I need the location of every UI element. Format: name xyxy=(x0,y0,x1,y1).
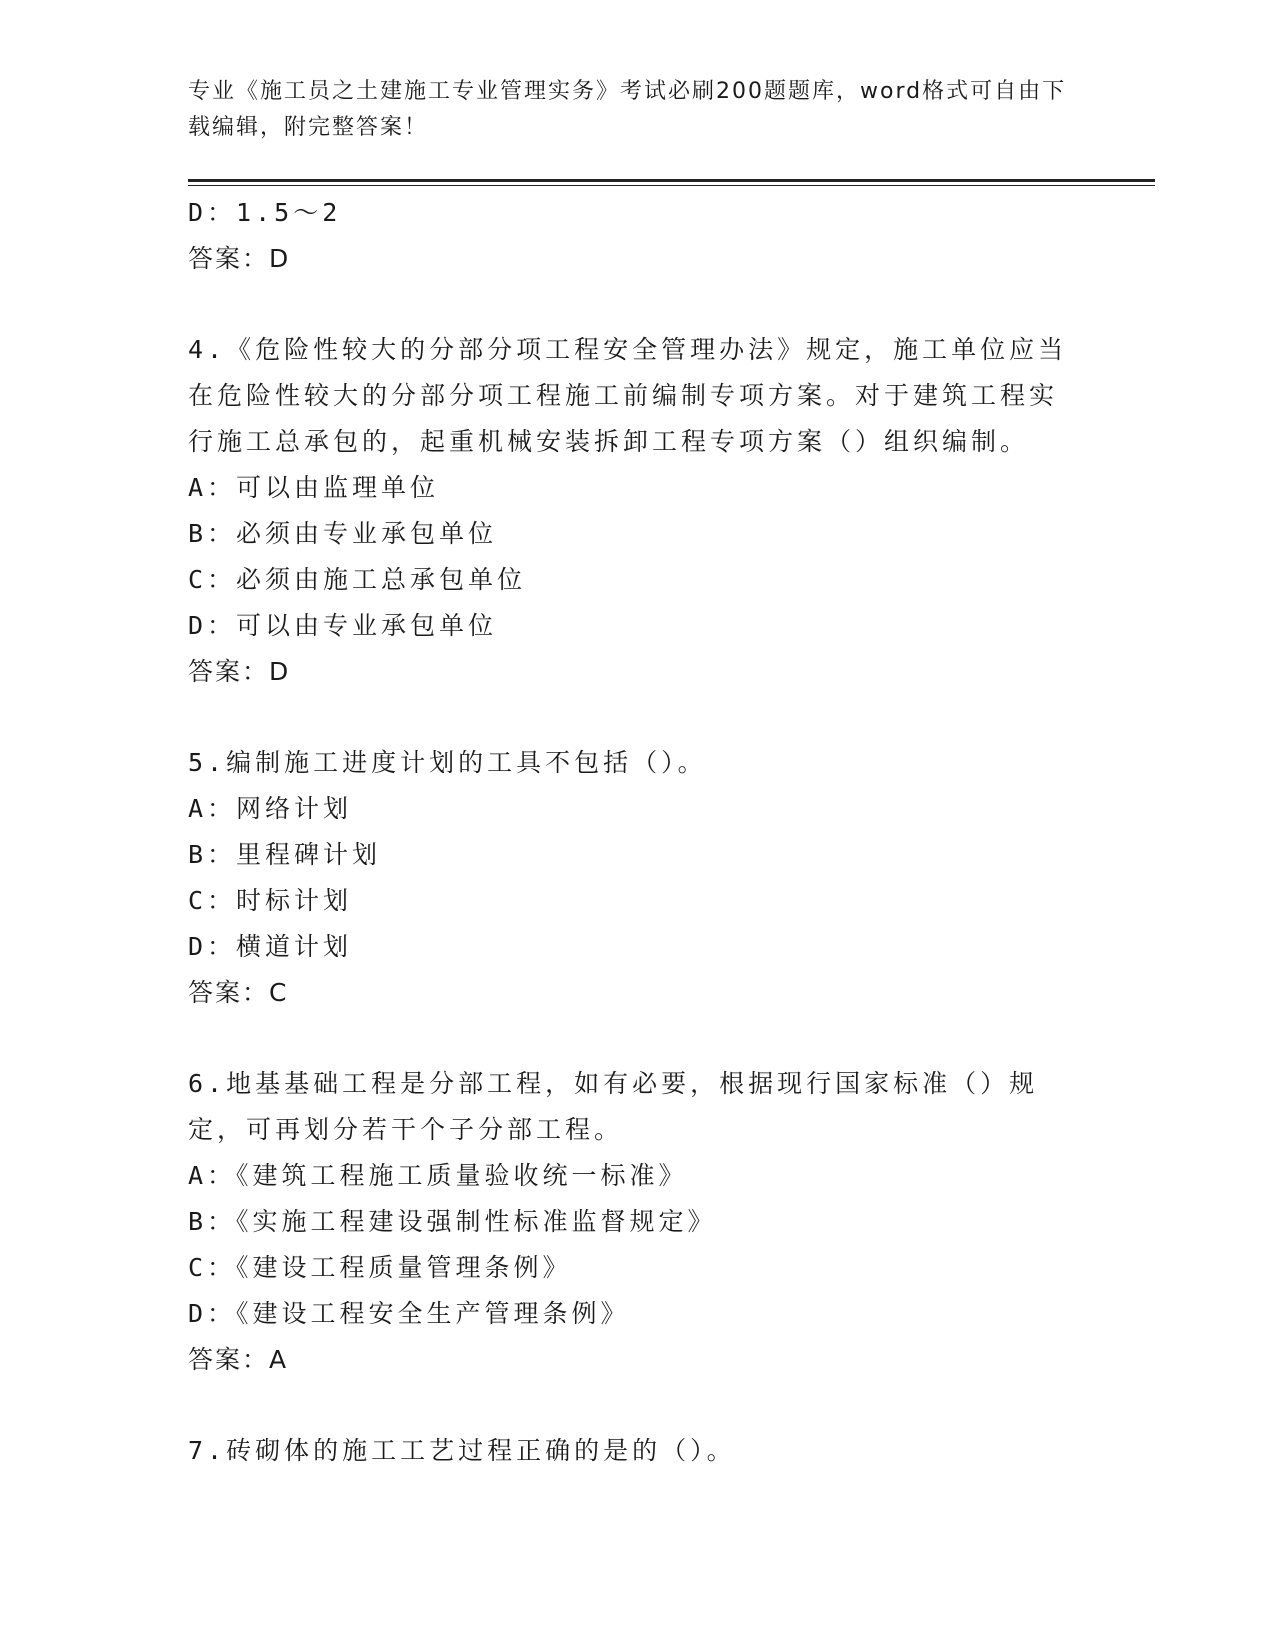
option-b: B：《实施工程建设强制性标准监督规定》 xyxy=(188,1207,717,1236)
document-body xyxy=(188,190,1068,1474)
prev-answer: 答案：D xyxy=(188,244,291,273)
question-5 xyxy=(188,740,1068,1016)
option-b: B：必须由专业承包单位 xyxy=(188,519,498,548)
header-divider-thin xyxy=(188,185,1155,186)
question-6 xyxy=(188,1061,1068,1383)
option-d: D：横道计划 xyxy=(188,932,353,961)
option-b: B：里程碑计划 xyxy=(188,840,382,869)
option-a: A：可以由监理单位 xyxy=(188,473,440,502)
answer: 答案：D xyxy=(188,657,291,686)
option-c: C：时标计划 xyxy=(188,886,353,915)
option-d: D：可以由专业承包单位 xyxy=(188,611,498,640)
question-text: 5.编制施工进度计划的工具不包括（）。 xyxy=(188,748,707,777)
question-4 xyxy=(188,327,1068,695)
option-c: C：《建设工程质量管理条例》 xyxy=(188,1253,572,1282)
question-text: 7.砖砌体的施工工艺过程正确的是的（）。 xyxy=(188,1436,736,1465)
header-divider-thick xyxy=(188,179,1155,182)
option-a: A：网络计划 xyxy=(188,794,353,823)
page-header: 专业《施工员之土建施工专业管理实务》考试必刷200题题库，word格式可自由下载编辑，附完整答案！ xyxy=(188,79,1067,140)
answer: 答案：A xyxy=(188,1345,289,1374)
option-c: C：必须由施工总承包单位 xyxy=(188,565,527,594)
answer: 答案：C xyxy=(188,978,289,1007)
question-text: 6.地基基础工程是分部工程，如有必要，根据现行国家标准（）规定，可再划分若干个子分部工程。 xyxy=(188,1069,1039,1144)
option-a: A：《建筑工程施工质量验收统一标准》 xyxy=(188,1161,688,1190)
option-d: D：《建设工程安全生产管理条例》 xyxy=(188,1299,630,1328)
question-7 xyxy=(188,1428,1068,1474)
prev-option-d: D：1.5～2 xyxy=(188,198,342,227)
question-text: 4.《危险性较大的分部分项工程安全管理办法》规定，施工单位应当在危险性较大的分部分项工程施工前编制专项方案。对于建筑工程实行施工总承包的，起重机械安装拆卸工程专项方案（）组织编制。 xyxy=(188,335,1068,456)
